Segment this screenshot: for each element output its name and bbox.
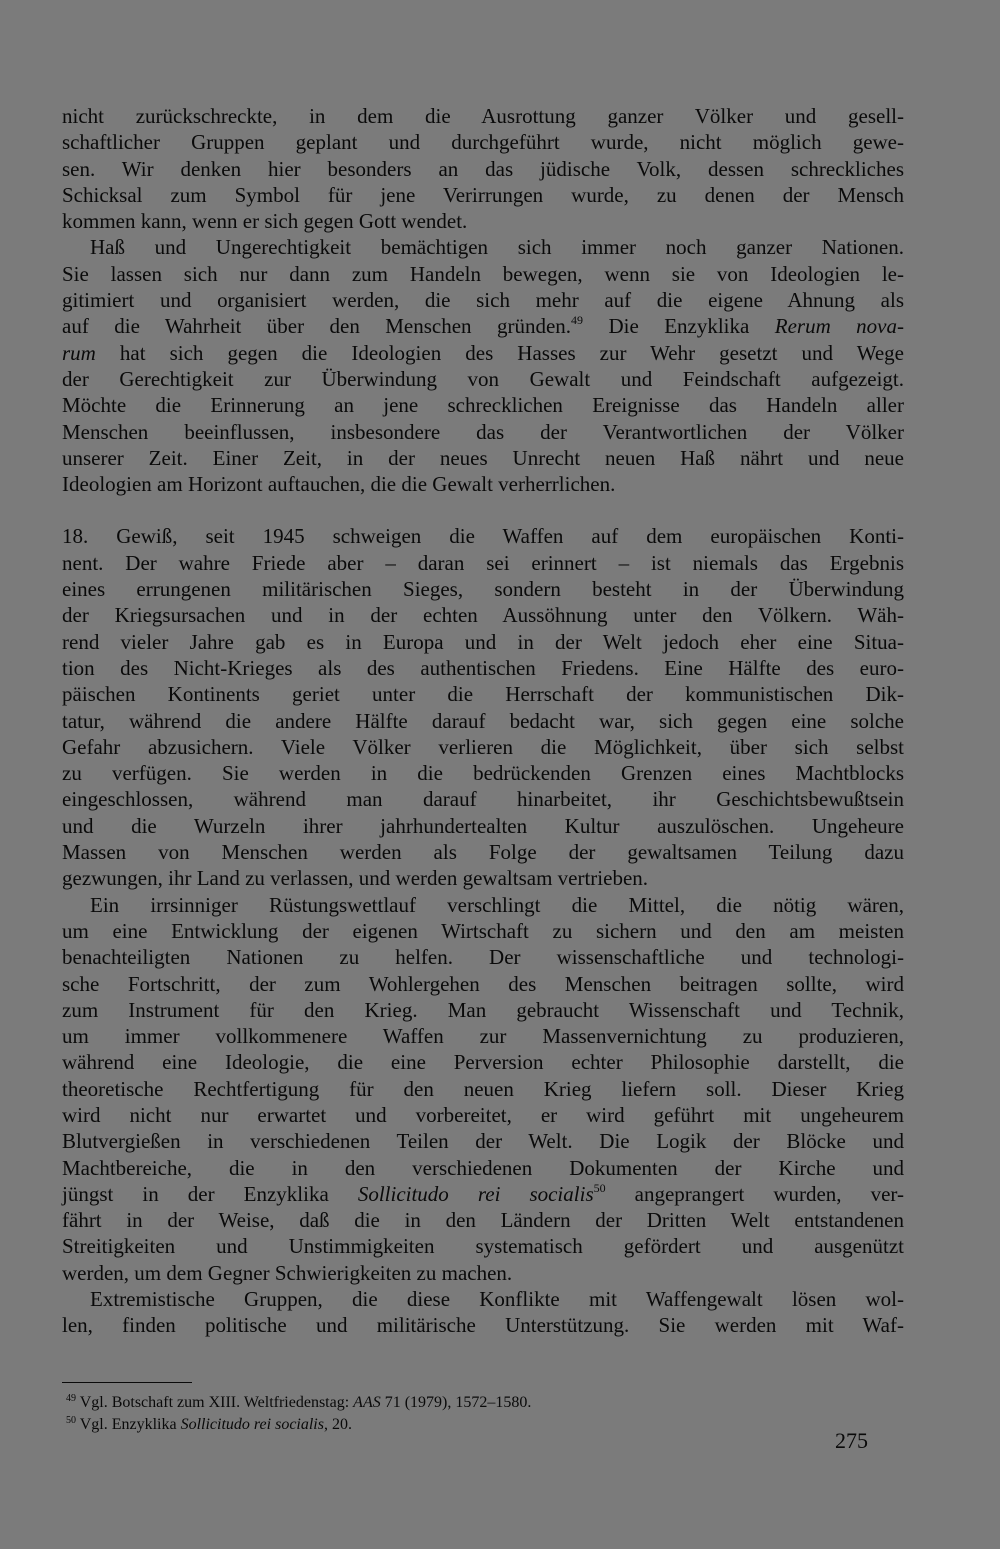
text-line: unserer Zeit. Einer Zeit, in der neues Unrecht neuen Haß nährt und neue: [62, 445, 904, 470]
text-line: Massen von Menschen werden als Folge der gewaltsamen Teilung dazu: [62, 840, 904, 865]
text-line: Sie lassen sich nur dann zum Handeln bewegen, wenn sie von Ideologien le-: [62, 261, 904, 286]
text-line: sche Fortschritt, der zum Wohlergehen des Menschen beitragen sollte, wird: [62, 971, 904, 996]
text-line: nicht zurückschreckte, in dem die Ausrottung ganzer Völker und gesell-: [62, 104, 904, 128]
text-line: um immer vollkommenere Waffen zur Massenvernichtung zu produzieren,: [62, 1024, 904, 1049]
text-line: Möchte die Erinnerung an jene schrecklichen Ereignisse das Handeln aller: [62, 393, 904, 418]
text-line: Machtbereiche, die in den verschiedenen Dokumenten der Kirche und: [62, 1155, 904, 1180]
text-line: gezwungen, ihr Land zu verlassen, und werden gewaltsam vertrieben.: [62, 866, 649, 891]
text-line: tion des Nicht-Krieges als des authentischen Friedens. Eine Hälfte des euro-: [62, 655, 904, 680]
text-line: wird nicht nur erwartet und vorbereitet, er wird geführt mit ungeheurem: [62, 1102, 904, 1127]
text-line: auf die Wahrheit über den Menschen gründen.$^{49}$ Die Enzyklika Rerum nova-: [62, 313, 904, 339]
text-line: Streitigkeiten und Unstimmigkeiten systematisch gefördert und ausgenützt: [62, 1234, 904, 1259]
text-line: der Kriegsursachen und in der echten Aussöhnung unter den Völkern. Wäh-: [62, 603, 904, 628]
text-line: fährt in der Weise, daß die in den Ländern der Dritten Welt entstandenen: [62, 1208, 904, 1233]
italic-title: Rerum nova-: [774, 314, 904, 339]
footnote-rule: [62, 1382, 192, 1383]
text-line: päischen Kontinents geriet unter die Herrschaft der kommunistischen Dik-: [62, 682, 904, 707]
text-line: um eine Entwicklung der eigenen Wirtschaft zu sichern und den am meisten: [62, 918, 904, 943]
text-line: Menschen beeinflussen, insbesondere das der Verantwortlichen der Völker: [62, 419, 904, 444]
text-line: Ideologien am Horizont auftauchen, die die Gewalt verherrlichen.: [62, 472, 616, 497]
text-line: sen. Wir denken hier besonders an das jüdische Volk, dessen schreckliches: [62, 156, 904, 181]
text-line: Ein irrsinniger Rüstungswettlauf verschlingt die Mittel, die nötig wären,: [90, 892, 904, 917]
text-line: theoretische Rechtfertigung für den neuen Krieg liefern soll. Dieser Krieg: [62, 1076, 904, 1101]
text-line: kommen kann, wenn er sich gegen Gott wendet.: [62, 209, 468, 234]
footnotes: [62, 1392, 904, 1436]
text-line: werden, um dem Gegner Schwierigkeiten zu machen.: [62, 1260, 513, 1285]
footnote-marker: 50: [66, 1415, 76, 1426]
text-line: zum Instrument für den Krieg. Man gebraucht Wissenschaft und Technik,: [62, 997, 904, 1022]
text-line: nent. Der wahre Friede aber – daran sei erinnert – ist niemals das Ergebnis: [62, 550, 904, 575]
text-line: rum hat sich gegen die Ideologien des Hasses zur Wehr gesetzt und Wege: [62, 340, 904, 365]
footnote-marker: 49: [571, 313, 584, 328]
text-line: zu verfügen. Sie werden in die bedrückenden Grenzen eines Machtblocks: [62, 761, 904, 786]
italic-title: Sollicitudo rei socialis: [180, 1416, 324, 1433]
text-line: eines errungenen militärischen Sieges, sondern besteht in der Überwindung: [62, 577, 904, 602]
text-line: rend vieler Jahre gab es in Europa und in der Welt jedoch eher eine Situa-: [62, 629, 904, 654]
text-line: der Gerechtigkeit zur Überwindung von Gewalt und Feindschaft aufgezeigt.: [62, 366, 904, 391]
text-line: schaftlicher Gruppen geplant und durchgeführt wurde, nicht möglich gewe-: [62, 130, 904, 155]
italic-title: Sollicitudo rei socialis: [357, 1181, 594, 1206]
italic-title: rum: [62, 340, 96, 365]
text-line: eingeschlossen, während man darauf hinarbeitet, ihr Geschichtsbewußtsein: [62, 787, 904, 812]
text-line: Haß und Ungerechtigkeit bemächtigen sich immer noch ganzer Nationen.: [90, 235, 904, 260]
footnote-marker: 49: [66, 1393, 76, 1404]
footnote-marker: 50: [593, 1180, 606, 1195]
text-line: Blutvergießen in verschiedenen Teilen der Welt. Die Logik der Blöcke und: [62, 1129, 904, 1154]
body-text: [62, 103, 904, 1339]
text-line: 18. Gewiß, seit 1945 schweigen die Waffen auf dem europäischen Konti-: [62, 524, 904, 549]
text-line: und die Wurzeln ihrer jahrhundertealten Kultur auszulöschen. Ungeheure: [62, 813, 904, 838]
text-line: während eine Ideologie, die eine Perversion echter Philosophie darstellt, die: [62, 1050, 904, 1075]
text-line: Gefahr abzusichern. Viele Völker verlieren die Möglichkeit, über sich selbst: [62, 734, 904, 759]
footnote: $^{49}$ Vgl. Botschaft zum XIII. Weltfriedenstag: AAS 71 (1979), 1572–1580.: [66, 1393, 532, 1411]
text-line: Extremistische Gruppen, die diese Konflikte mit Waffengewalt lösen wol-: [90, 1287, 904, 1312]
text-line: benachteiligten Nationen zu helfen. Der wissenschaftliche und technologi-: [62, 945, 904, 970]
text-line: Schicksal zum Symbol für jene Verirrungen wurde, zu denen der Mensch: [62, 182, 904, 207]
footnote: $^{50}$ Vgl. Enzyklika Sollicitudo rei socialis, 20.: [66, 1415, 352, 1433]
italic-title: AAS: [353, 1394, 381, 1411]
text-line: tatur, während die andere Hälfte darauf bedacht war, sich gegen eine solche: [62, 708, 904, 733]
text-line: len, finden politische und militärische Unterstützung. Sie werden mit Waf-: [62, 1313, 904, 1338]
text-line: gitimiert und organisiert werden, die sich mehr auf die eigene Ahnung als: [62, 288, 904, 313]
text-line: jüngst in der Enzyklika Sollicitudo rei socialis$^{50}$ angeprangert wurden, ver-: [62, 1180, 904, 1206]
page-number: 275: [835, 1428, 868, 1453]
